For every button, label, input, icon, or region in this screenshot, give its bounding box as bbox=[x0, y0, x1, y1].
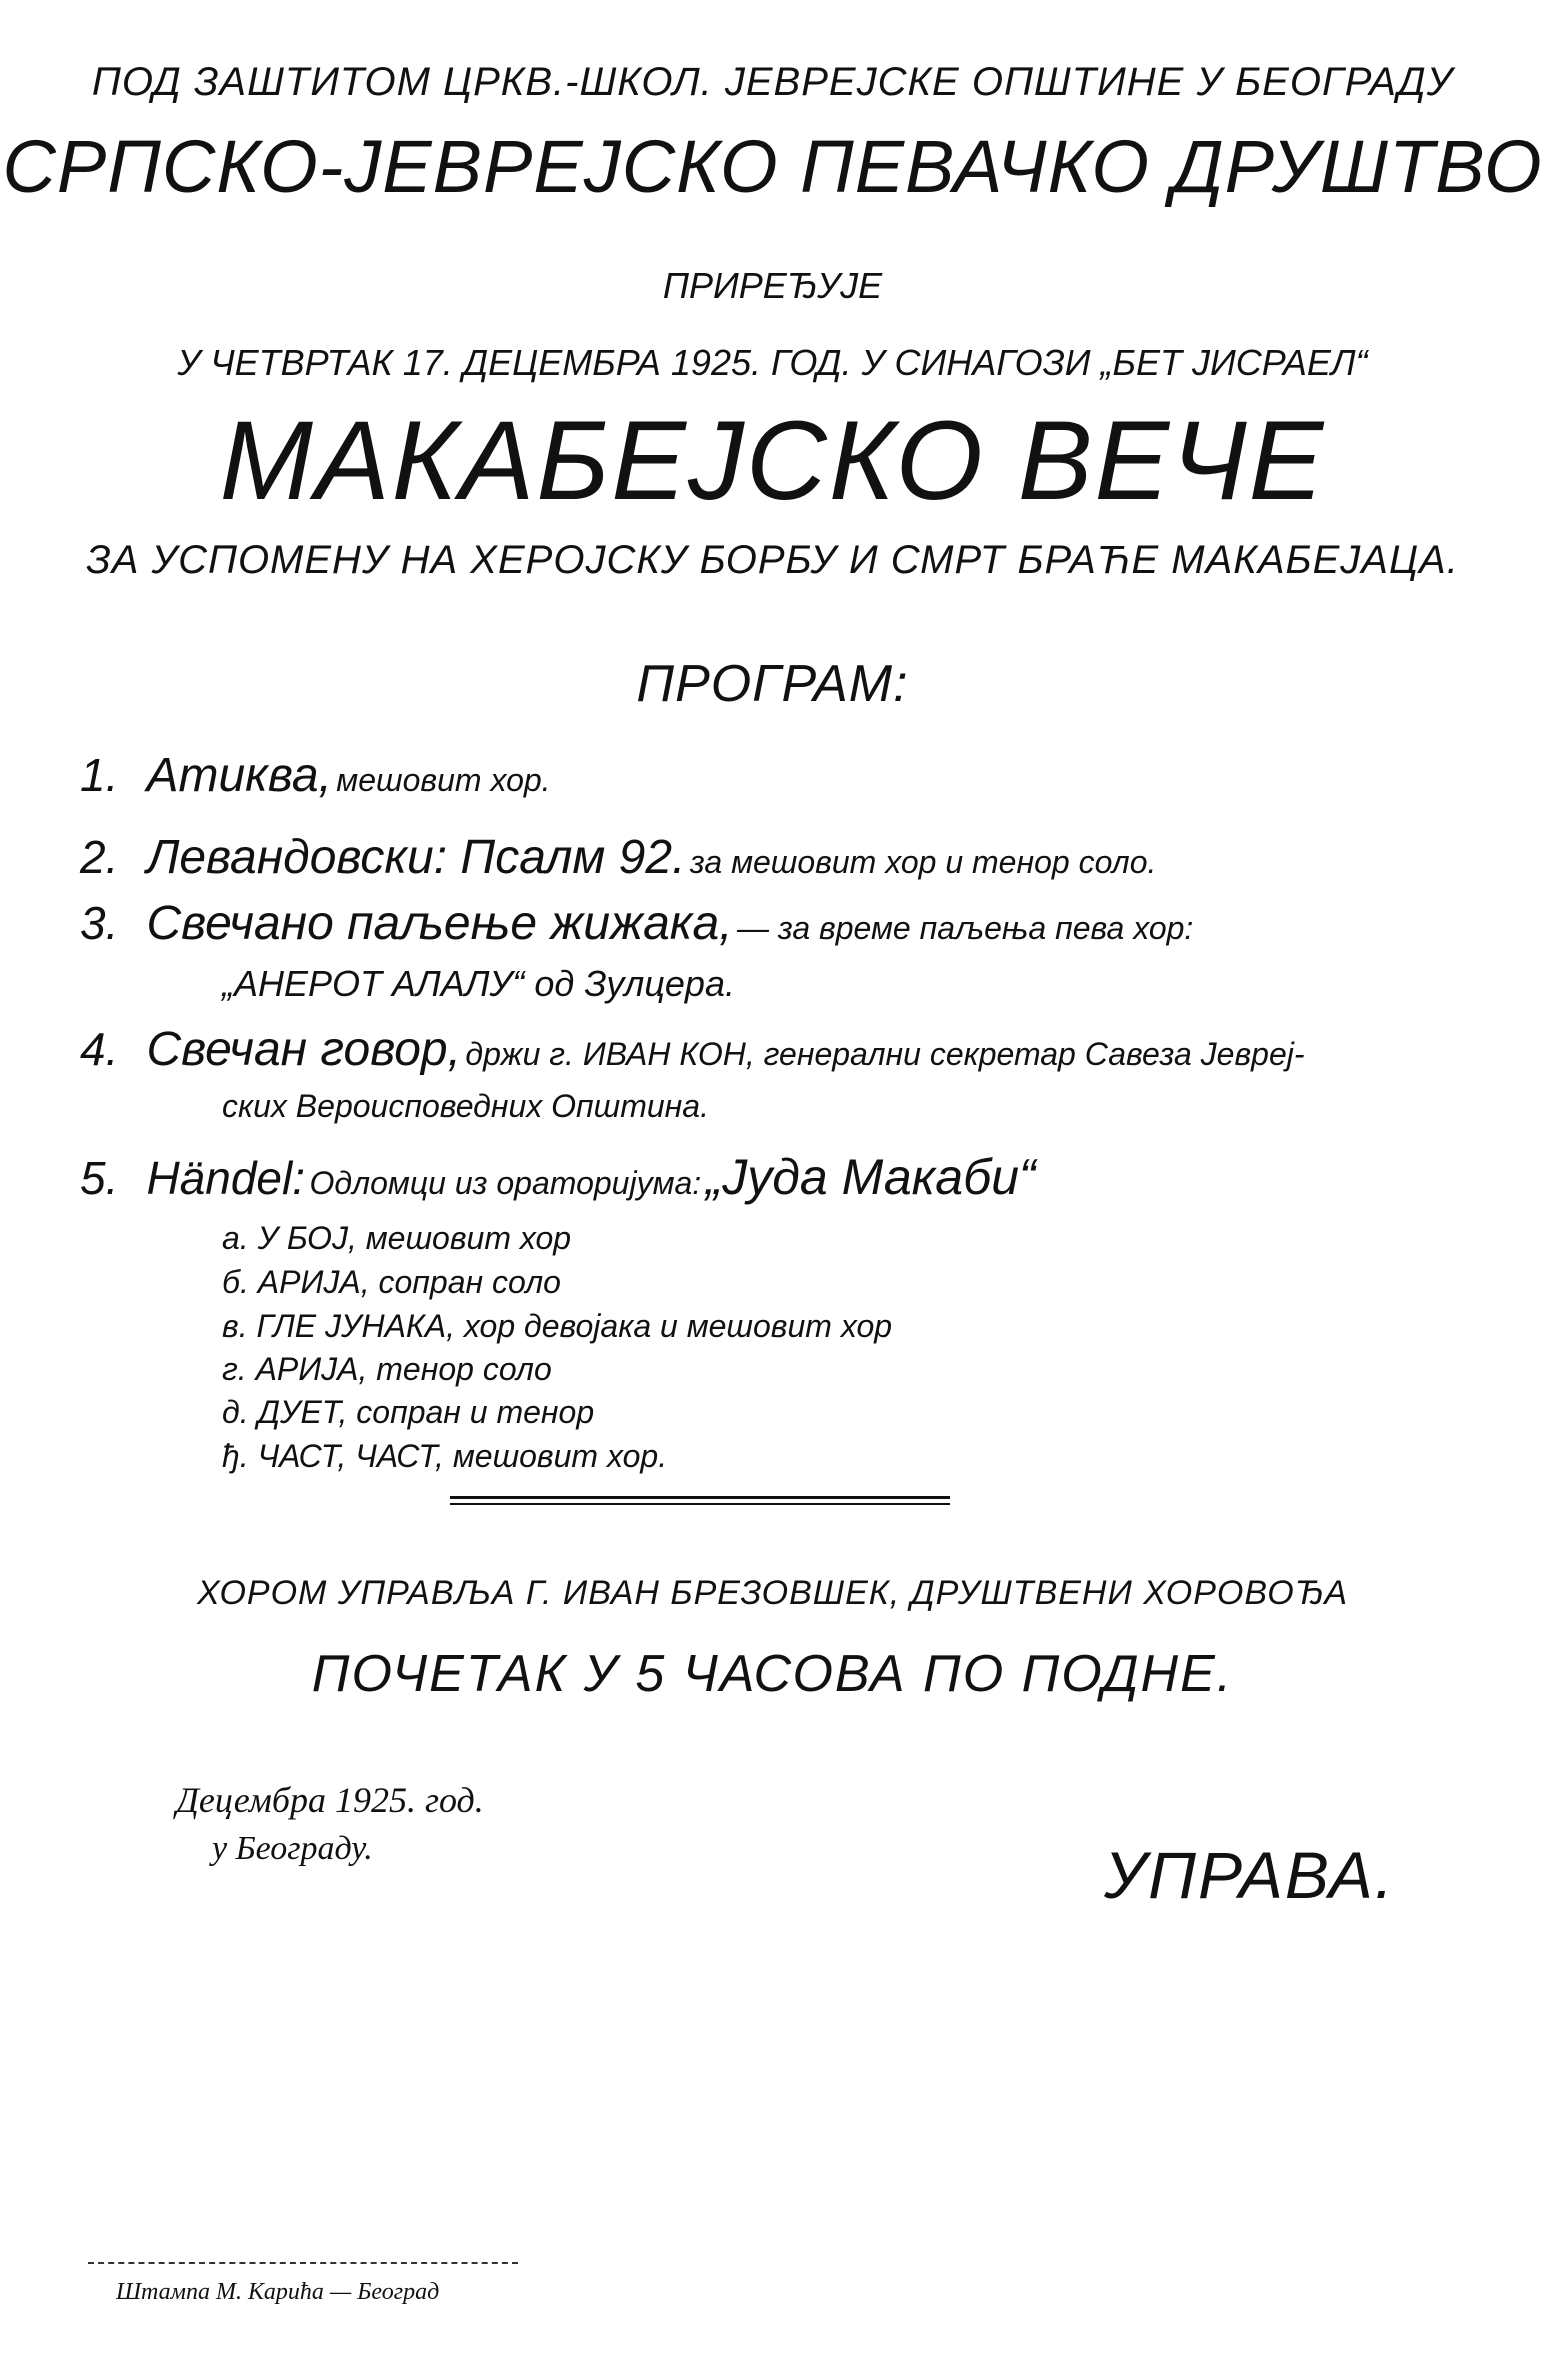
item-description: мешовит хор. bbox=[336, 762, 551, 798]
item-number: 1. bbox=[80, 749, 119, 801]
program-item-1 bbox=[80, 749, 551, 802]
program-item-5 bbox=[80, 1149, 1036, 1205]
item-number: 3. bbox=[80, 897, 119, 949]
item-3-continuation: „АНЕРОТ АЛАЛУ“ од Зулцера. bbox=[222, 963, 735, 1004]
item-title: Свечан говор, bbox=[146, 1023, 461, 1076]
printer-divider bbox=[88, 2262, 518, 2264]
subitem-a: а. У БОЈ, мешовит хор bbox=[222, 1220, 572, 1256]
subitem-b: б. АРИЈА, сопран соло bbox=[222, 1264, 561, 1300]
item-work-title: „Јуда Макаби“ bbox=[705, 1149, 1036, 1205]
choir-director-line: ХОРОМ УПРАВЉА Г. ИВАН БРЕЗОВШЕК, ДРУШТВЕНИ ХОРОВОЂА bbox=[196, 1574, 1349, 1612]
issue-place: у Београду. bbox=[212, 1830, 373, 1867]
item-description: држи г. ИВАН КОН, генерални секретар Савеза Јеврej- bbox=[465, 1036, 1305, 1072]
issue-date: Децембра 1925. год. bbox=[176, 1780, 484, 1820]
patron-line: ПОД ЗАШТИТОМ ЦРКВ.-ШКОЛ. ЈЕВРЕЈСКЕ ОПШТИНЕ У БЕОГРАДУ bbox=[91, 60, 1454, 104]
item-number: 2. bbox=[80, 831, 119, 883]
memorial-line: ЗА УСПОМЕНУ НА ХЕРОЈСКУ БОРБУ И СМРТ БРАЋЕ МАКАБЕЈАЦА. bbox=[86, 538, 1459, 582]
item-4-continuation: ских Вероисповедних Општина. bbox=[222, 1088, 709, 1124]
subitem-dj: ђ. ЧАСТ, ЧАСТ, мешовит хор. bbox=[222, 1438, 668, 1474]
item-description: Одломци из ораторијума: bbox=[309, 1165, 702, 1201]
item-title: Свечано паљење жижака, bbox=[146, 897, 733, 950]
event-title: МАКАБЕЈСКО ВЕЧЕ bbox=[219, 398, 1326, 523]
program-item-2 bbox=[80, 831, 1157, 884]
item-title: Händel: bbox=[146, 1152, 306, 1204]
item-title: Атиква, bbox=[146, 749, 332, 802]
item-title: Левандовски: Псалм 92. bbox=[146, 831, 686, 884]
printer-credit: Штампа М. Карића — Београд bbox=[116, 2279, 440, 2305]
item-description: — за време паљења пева хор: bbox=[736, 910, 1194, 946]
subitem-g: г. АРИЈА, тенор соло bbox=[222, 1351, 552, 1387]
section-divider bbox=[450, 1496, 950, 1509]
item-description: за мешовит хор и тенор соло. bbox=[689, 844, 1157, 880]
date-venue-line: У ЧЕТВРТАК 17. ДЕЦЕМБРА 1925. ГОД. У СИНАГОЗИ „БЕТ ЈИСРАЕЛ“ bbox=[177, 342, 1368, 383]
start-time-line: ПОЧЕТАК У 5 ЧАСОВА ПО ПОДНЕ. bbox=[311, 1645, 1234, 1703]
signature-board: УПРАВА. bbox=[1104, 1838, 1396, 1912]
program-item-4 bbox=[80, 1023, 1305, 1076]
item-number: 5. bbox=[80, 1152, 119, 1204]
item-number: 4. bbox=[80, 1023, 119, 1075]
presents-line: ПРИРЕЂУЈЕ bbox=[662, 265, 883, 306]
divider-line bbox=[450, 1503, 950, 1505]
subitem-v: в. ГЛЕ ЈУНАКА, хор девојака и мешовит хор bbox=[222, 1308, 893, 1344]
subitem-d: д. ДУЕТ, сопран и тенор bbox=[222, 1394, 595, 1430]
society-title: СРПСКО-ЈЕВРЕЈСКО ПЕВАЧКО ДРУШТВО bbox=[2, 125, 1543, 208]
divider-line bbox=[450, 1496, 950, 1499]
program-item-3 bbox=[80, 897, 1194, 950]
program-heading: ПРОГРАМ: bbox=[636, 655, 909, 713]
